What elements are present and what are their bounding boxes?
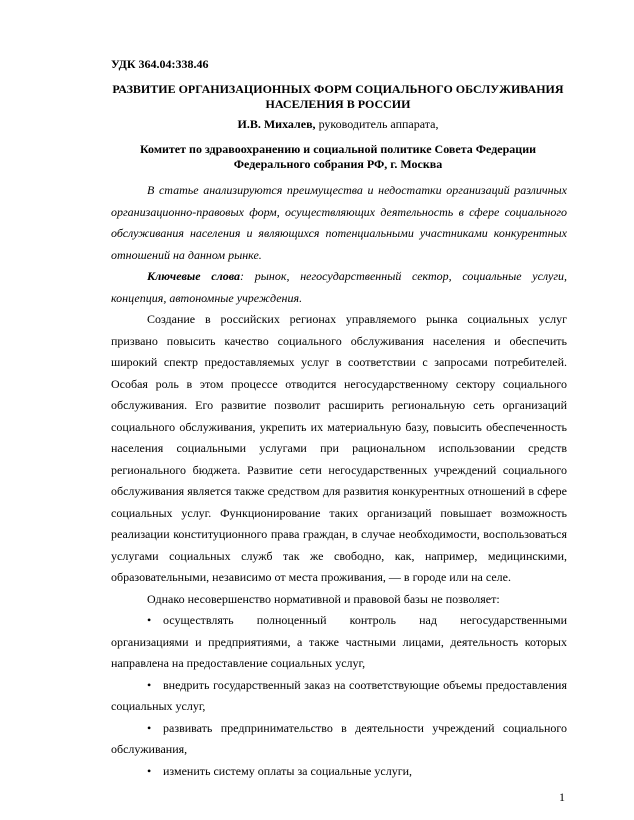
bullet-item [111, 610, 567, 675]
page-number: 1 [559, 790, 565, 804]
keywords-text: : рынок, негосударственный сектор, социальные услуги, концепция, автономные учреждения. [111, 269, 567, 305]
bullet-item [111, 675, 567, 718]
bullet-icon: • [147, 613, 152, 627]
udk-code: УДК 364.04:338.46 [111, 57, 209, 71]
author-name: И.В. Михалев, [237, 117, 316, 131]
bullet-item [111, 718, 567, 761]
bullet-text: развивать предпринимательство в деятельности учреждений социального обслуживания, [111, 720, 567, 756]
keywords-label: Ключевые слова [147, 269, 241, 283]
author-line [100, 117, 576, 132]
bullet-icon: • [147, 763, 152, 778]
bullet-icon: • [147, 677, 152, 692]
bullet-item [111, 761, 567, 783]
bullet-text: внедрить государственный заказ на соответствующие объемы предоставления социальных услуг, [111, 677, 567, 713]
bullet-text: осуществлять полноценный контроль над негосударственными организациями и предприятиями, а также частными лицами, деятельность которых направлена на предоставление социальных услуг, [111, 613, 567, 670]
paragraph-2: Однако несовершенство нормативной и правовой базы не позволяет: [147, 591, 500, 606]
bullet-text: изменить систему оплаты за социальные услуги, [163, 763, 413, 778]
article-title: РАЗВИТИЕ ОРГАНИЗАЦИОННЫХ ФОРМ СОЦИАЛЬНОГО ОБСЛУЖИВАНИЯ НАСЕЛЕНИЯ В РОССИИ [112, 82, 564, 111]
organization: Комитет по здравоохранению и социальной политике Совета Федерации Федерального собрания РФ, г. Москва [139, 142, 537, 171]
article-body [111, 180, 567, 782]
bullet-icon: • [147, 720, 152, 735]
author-position: руководитель аппарата, [315, 117, 439, 131]
paragraph-1: Создание в российских регионах управляемого рынка социальных услуг призвано повысить качество социального обслуживания населения и обеспечить широкий спектр предоставляемых услуг в соответствии с запросами потребителей. Особая роль в этом процессе отводится негосударственному сектору социального обслуживания. Его развитие позволит расширить региональную сеть организаций социального обслуживания, укрепить их материальную базу, повысить обеспеченность населения социальными услугами при рациональном использовании средств регионального бюджета. Развитие сети негосударственных учреждений социального обслуживания является также средством для развития конкурентных отношений в сфере социальных услуг. Функционирование таких организаций повышает возможность реализации конституционного права граждан, в случае необходимости, воспользоваться услугами социальных служб так же свободно, как, например, медицинскими, образовательными, независимо от места проживания, — в городе или на селе. [111, 312, 567, 584]
abstract: В статье анализируются преимущества и недостатки организаций различных организационно-правовых форм, осуществляющих деятельность в сфере социального обслуживания населения и являющихся потенциальными участниками конкурентных отношений на данном рынке. [111, 183, 567, 262]
keywords [111, 266, 567, 309]
